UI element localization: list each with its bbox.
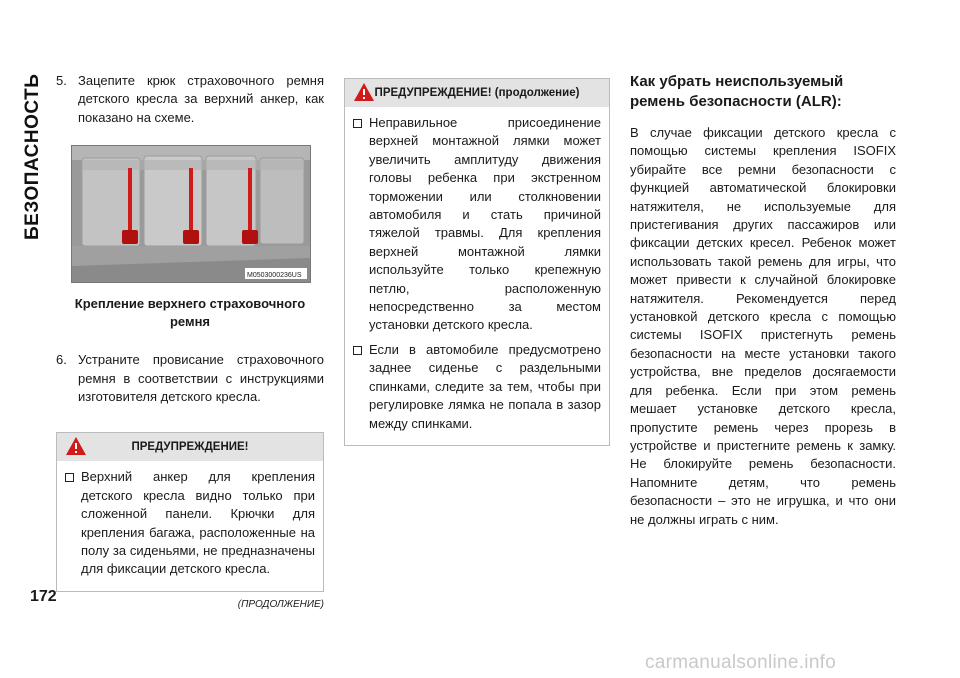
warning-title: ПРЕДУПРЕЖДЕНИЕ! xyxy=(131,441,249,454)
column-right xyxy=(630,72,896,529)
warning-bullet: Если в автомобиле предусмотрено заднее сиденье с раздельными спинками, следите за тем, чтобы при регулировке лямка не попала в зазор между спинками. xyxy=(353,341,601,433)
figure-caption: Крепление верхнего страховочного ремня xyxy=(74,296,306,330)
warning-icon xyxy=(353,82,375,102)
warning-body xyxy=(57,461,323,590)
step-text: Зацепите крюк страховочного ремня детского кресла за верхний анкер, как показано на схеме. xyxy=(78,73,324,125)
bullet-square-icon xyxy=(353,119,362,128)
warning-icon xyxy=(65,436,87,456)
step-6 xyxy=(56,351,324,406)
warning-bullet: Верхний анкер для крепления детского кресла видно только при сложенной панели. Крючки для крепления багажа, расположенные на полу за сиденьями, не предназначены для фиксации детского кресла. xyxy=(65,468,315,578)
bullet-square-icon xyxy=(353,346,362,355)
figure-code: M0503000236US xyxy=(247,272,302,280)
section-tab xyxy=(22,74,46,264)
page-number: 172 xyxy=(30,588,57,605)
continued-note: (ПРОДОЛЖЕНИЕ) xyxy=(237,598,324,610)
tether-figure xyxy=(71,145,311,283)
step-text: Устраните провисание страховочного ремня в соответствии с инструкциями изготовителя детского кресла. xyxy=(78,352,324,405)
warning-title: ПРЕДУПРЕЖДЕНИЕ! (продолжение) xyxy=(374,87,580,99)
step-number: 5. xyxy=(56,73,67,88)
section-tab-label: БЕЗОПАСНОСТЬ xyxy=(22,74,43,241)
warning-body xyxy=(345,107,609,445)
section-heading: Как убрать неиспользуемый ремень безопасности (ALR): xyxy=(630,73,844,110)
warning-bullet: Неправильное присоединение верхней монтажной лямки может увеличить амплитуду движения головы ребенка при экстренном торможении или столкновении автомобиля и стать причиной тяжелой травмы. Для крепления верхней монтажной лямки используйте только крепежную петлю, расположенную непосредственно за местом установки детского кресла. xyxy=(353,114,601,335)
column-middle xyxy=(344,78,610,446)
step-number: 6. xyxy=(56,352,67,368)
warning-header xyxy=(57,433,323,461)
warning-box xyxy=(56,432,324,591)
watermark: carmanualsonline.info xyxy=(645,652,837,673)
bullet-square-icon xyxy=(65,473,74,482)
column-left xyxy=(56,72,324,614)
seat-illustration xyxy=(72,146,310,282)
step-5 xyxy=(56,72,324,127)
warning-box-continued xyxy=(344,78,610,446)
body-paragraph: В случае фиксации детского кресла с помощью системы крепления ISOFIX убирайте все ремни безопасности с функцией автоматической блокировки натяжителя, не используемые для пристегивания других пассажиров или фиксации детских кресел. Ребенок может использовать такой ремень для игры, что может привести к случайной блокировке натяжителя. Рекомендуется перед установкой детского кресла с помощью системы ISOFIX пристегнуть ремень безопасности на месте установки такого устройства, вне пределов досягаемости для ребенка. Если при этом ремень мешает установке детского кресла, пропустите ремень через прорезь в устройстве и пристегните ремень к замку. Не блокируйте ремень безопасности. Напомните детям, что ремень безопасности – это не игрушка, и что они не должны играть с ним. xyxy=(630,125,896,527)
warning-header xyxy=(345,79,609,107)
